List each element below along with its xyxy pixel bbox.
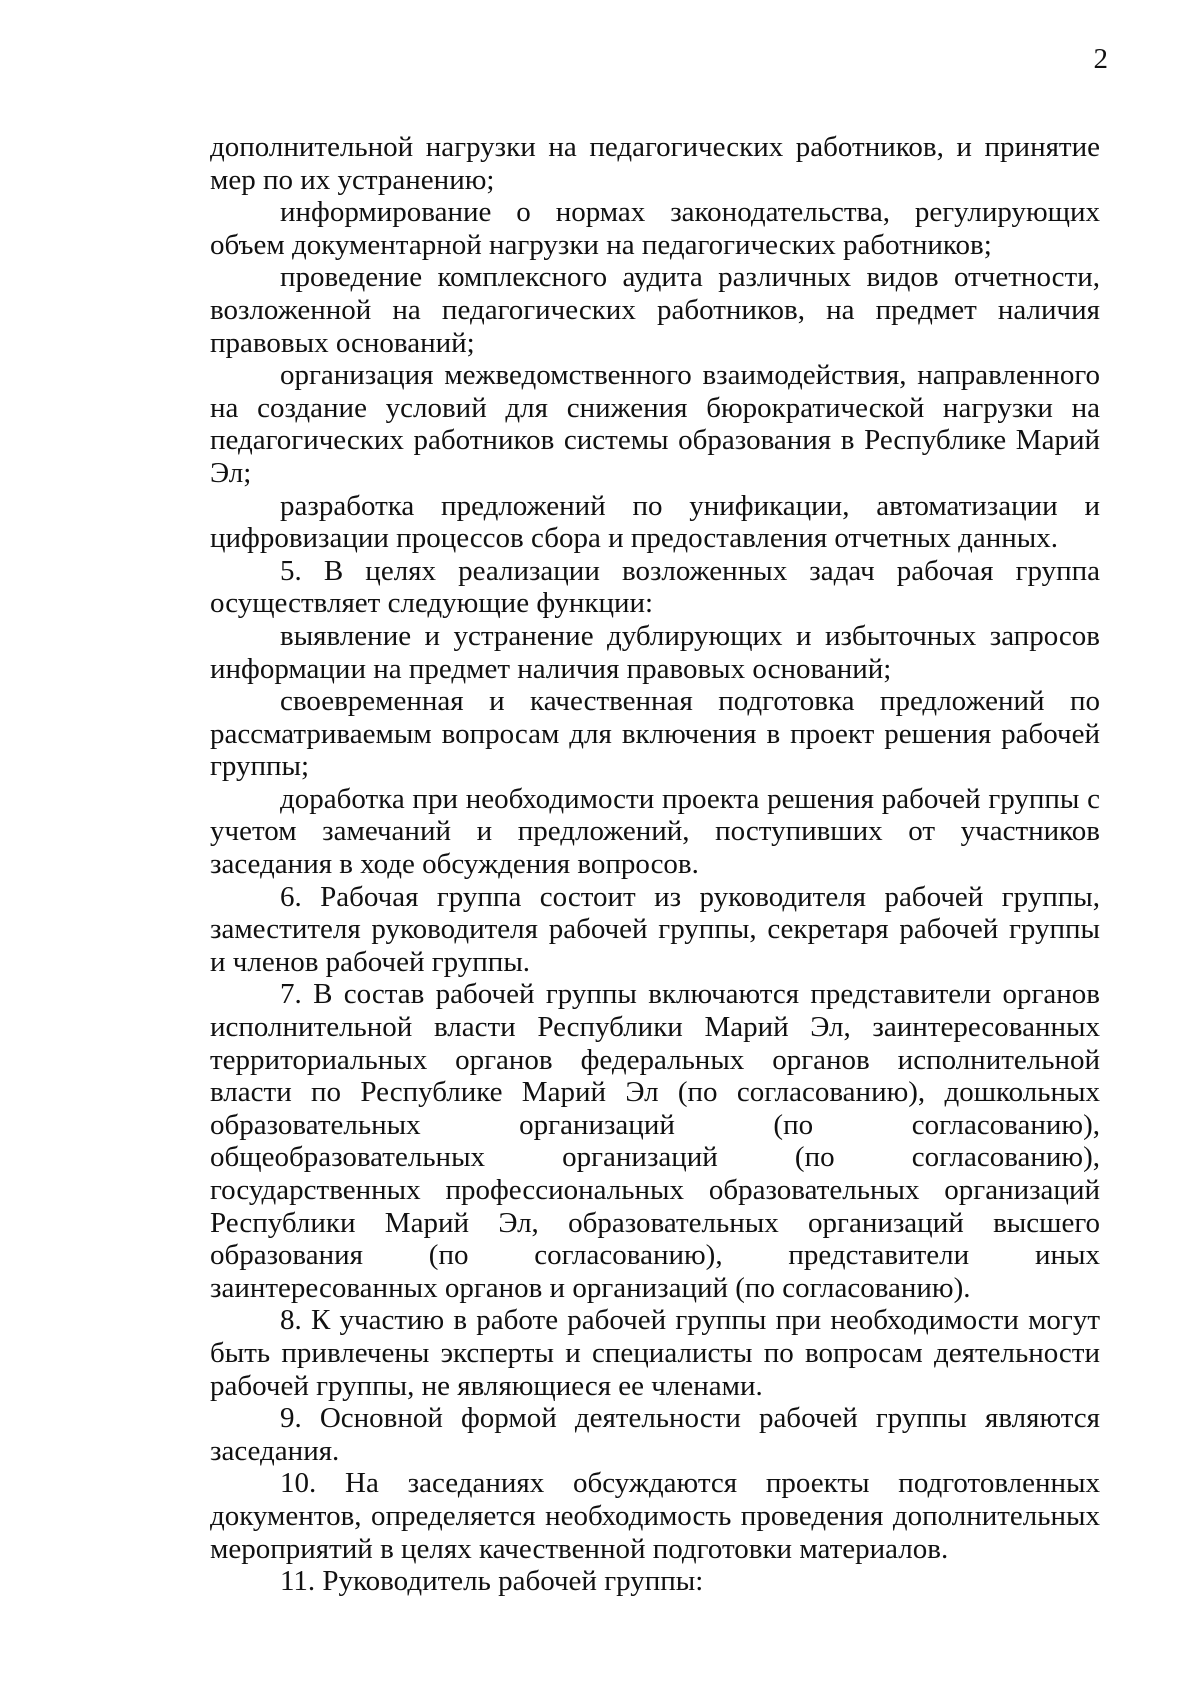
section-7-paragraph: 7. В состав рабочей группы включаются представители органов исполнительной власти Республики Марий Эл, заинтересованных территориальных органов федеральных органов исполнительной власти по Республике Марий Эл (по согласованию), дошкольных образовательных организаций (по согласованию), общеобразовательных организаций (по согласованию), государственных профессиональных образовательных организаций Республики Марий Эл, образовательных организаций высшего образования (по согласованию), представители иных заинтересованных органов и организаций (по согласованию). [210, 978, 1100, 1304]
paragraph: доработка при необходимости проекта решения рабочей группы с учетом замечаний и предложений, поступивших от участников заседания в ходе обсуждения вопросов. [210, 782, 1100, 881]
paragraph: выявление и устранение дублирующих и избыточных запросов информации на предмет наличия правовых оснований; [210, 619, 1100, 685]
paragraph: разработка предложений по унификации, автоматизации и цифровизации процессов сбора и предоставления отчетных данных. [210, 489, 1100, 555]
paragraph: дополнительной нагрузки на педагогических работников, и принятие мер по их устранению; [210, 131, 1100, 196]
paragraph: своевременная и качественная подготовка предложений по рассматриваемым вопросам для включения в проект решения рабочей группы; [210, 685, 1100, 783]
section-11-paragraph: 11. Руководитель рабочей группы: [280, 1565, 704, 1598]
document-body [210, 131, 1100, 1598]
section-9-paragraph: 9. Основной формой деятельности рабочей группы являются заседания. [210, 1402, 1100, 1467]
section-8-paragraph: 8. К участию в работе рабочей группы при необходимости могут быть привлечены эксперты и специалисты по вопросам деятельности рабочей группы, не являющиеся ее членами. [210, 1304, 1100, 1402]
section-5-paragraph: 5. В целях реализации возложенных задач рабочая группа осуществляет следующие функции: [210, 554, 1100, 620]
section-10-paragraph: 10. На заседаниях обсуждаются проекты подготовленных документов, определяется необходимость проведения дополнительных мероприятий в целях качественной подготовки материалов. [210, 1467, 1100, 1565]
section-6-paragraph: 6. Рабочая группа состоит из руководителя рабочей группы, заместителя руководителя рабочей группы, секретаря рабочей группы и членов рабочей группы. [210, 880, 1100, 978]
paragraph: информирование о нормах законодательства, регулирующих объем документарной нагрузки на педагогических работников; [210, 196, 1100, 261]
paragraph: проведение комплексного аудита различных видов отчетности, возложенной на педагогических работников, на предмет наличия правовых оснований; [210, 261, 1100, 359]
page-number: 2 [1093, 43, 1108, 75]
paragraph: организация межведомственного взаимодействия, направленного на создание условий для снижения бюрократической нагрузки на педагогических работников системы образования в Республике Марий Эл; [210, 359, 1100, 489]
